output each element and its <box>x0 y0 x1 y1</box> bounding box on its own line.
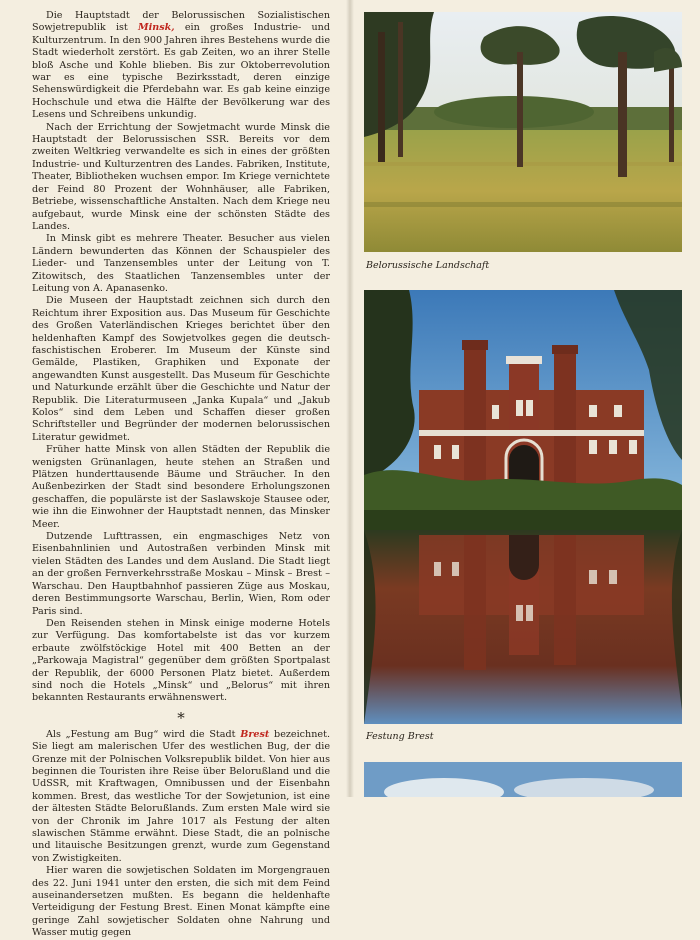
paragraph-soviet-era: Nach der Errichtung der Sowjetmacht wurde Minsk die Hauptstadt der Belorussischen SSR. Bereits vor dem zweiten Weltkrieg verwandelte es sich in eines der größten Industrie- und Kulturzentren des Landes. Fabriken, Institute, Theater, Bibliotheken wuchsen empor. Im Kriege vernichtete der Feind 80 Prozent der Wohnhäuser, alle Fabriken, Betriebe, wissenschaftliche Anstalten. Nach dem Kriege neu aufgebaut, wurde Minsk eine der schönsten Städte des Landes. <box>32 121 330 232</box>
page-fold <box>346 0 354 797</box>
landscape-photo <box>364 12 682 252</box>
paragraph-theaters: In Minsk gibt es mehrere Theater. Besucher aus vielen Ländern bewunderten das Können der Schauspieler des Lieder- und Tanzensembles unter der Leitung von T. Zitowitsch, des Staatlichen Tanzensembles unter der Leitung von A. Apanasenko. <box>32 233 330 294</box>
article-text <box>32 10 330 940</box>
partial-photo <box>364 762 682 797</box>
city-name-brest: Brest <box>240 728 270 740</box>
paragraph-transport: Dutzende Lufttrassen, ein engmaschiges Netz von Eisenbahnlinien und Autostraßen verbinden Minsk mit vielen Städten des Landes und dem Ausland. Die Stadt liegt an der großen Fernverkehrsstraße Moskau – Minsk – Brest – Warschau. Den Hauptbahnhof passieren Züge aus Moskau, deren Bestimmungsorte Warschau, Berlin, Wien, Rom oder Paris sind. <box>32 531 330 617</box>
paragraph-museums: Die Museen der Hauptstadt zeichnen sich durch den Reichtum ihrer Exposition aus. Das Museum für Geschichte des Großen Vaterländischen Krieges berichtet über den heldenhaften Kampf des Sowjetvolkes gegen die deutsch-faschistischen Eroberer. Im Museum der Künste sind Gemälde, Plastiken, Graphiken und Exponate der angewandten Kunst ausgestellt. Das Museum für Geschichte und Naturkunde erzählt über die Geschichte und Natur der Republik. Die Literaturmuseen „Janka Kupala“ und „Jakub Kolos“ sind dem Leben und Schaffen dieser großen Schriftsteller und Begründer der modernen belorussischen Literatur gewidmet. <box>32 295 330 443</box>
paragraph-hotels: Den Reisenden stehen in Minsk einige moderne Hotels zur Verfügung. Das komfortabelste ist das vor kurzem erbaute zwölfstöckige Hotel mit 400 Betten an der „Parkowaja Magistral“ gegenüber dem größten Sportpalast der Republik, der 6000 Personen Platz bietet. Außerdem sind noch die Hotels „Minsk“ und „Belorus“ mit ihren bekannten Restaurants erwähnenswert. <box>32 617 330 704</box>
paragraph-minsk-intro: Die Hauptstadt der Belorussischen Sozialistischen Sowjetrepublik ist Minsk, ein großes Industrie- und Kulturzentrum. In den 900 Jahren ihres Bestehens wurde die Stadt wiederholt zerstört. Es gab Zeiten, wo an ihrer Stelle bloß Asche und Kohle blieben. Bis zur Oktoberrevolution war es eine typische Bezirksstadt, deren einzige Sehenswürdigkeit die Pferdebahn war. Es gab keine einzige Hochschule und etwa die Hälfte der Bevölkerung war des Lesens und Schreibens unkundig. <box>32 10 330 121</box>
fortress-caption: Festung Brest <box>366 731 434 742</box>
section-separator: * <box>177 708 185 727</box>
paragraph-brest-defense: Hier waren die sowjetischen Soldaten im Morgengrauen des 22. Juni 1941 unter den ersten, die sich mit dem Feind auseinandersetzen mußten. Es begann die heldenhafte Verteidigung der Festung Brest. Einen Monat kämpfte eine geringe Zahl sowjetischer Soldaten ohne Nahrung und Wasser mutig gegen <box>32 865 330 939</box>
city-name-minsk: Minsk, <box>137 22 175 34</box>
paragraph-greenery: Früher hatte Minsk von allen Städten der Republik die wenigsten Grünanlagen, heute stehen an Straßen und Plätzen hunderttausende Bäume und Sträucher. In den Außenbezirken der Stadt sind besondere Erholungszonen geschaffen, die populärste ist der Saslawskoje Stausee oder, wie ihn die Einwohner der Hauptstadt nennen, das Minsker Meer. <box>32 444 330 530</box>
fortress-photo <box>364 290 682 724</box>
paragraph-brest-intro: Als „Festung am Bug“ wird die Stadt Brest bezeichnet. Sie liegt am malerischen Ufer des westlichen Bug, der die Grenze mit der Polnischen Volksrepublik bildet. Von hier aus beginnen die Touristen ihre Reise über Belorußland und die UdSSR, mit Kraftwagen, Omnibussen und der Eisenbahn kommen. Brest, das westliche Tor der Sowjetunion, ist eine der ältesten Städte Belorußlands. Zum ersten Male wird sie von der Chronik im Jahre 1017 als Festung der alten slawischen Stämme erwähnt. Diese Stadt, die an polnische und litauische Besitzungen grenzt, wurde zum Gegenstand von Zwistigkeiten. <box>32 728 330 864</box>
landscape-caption: Belorussische Landschaft <box>366 260 490 271</box>
